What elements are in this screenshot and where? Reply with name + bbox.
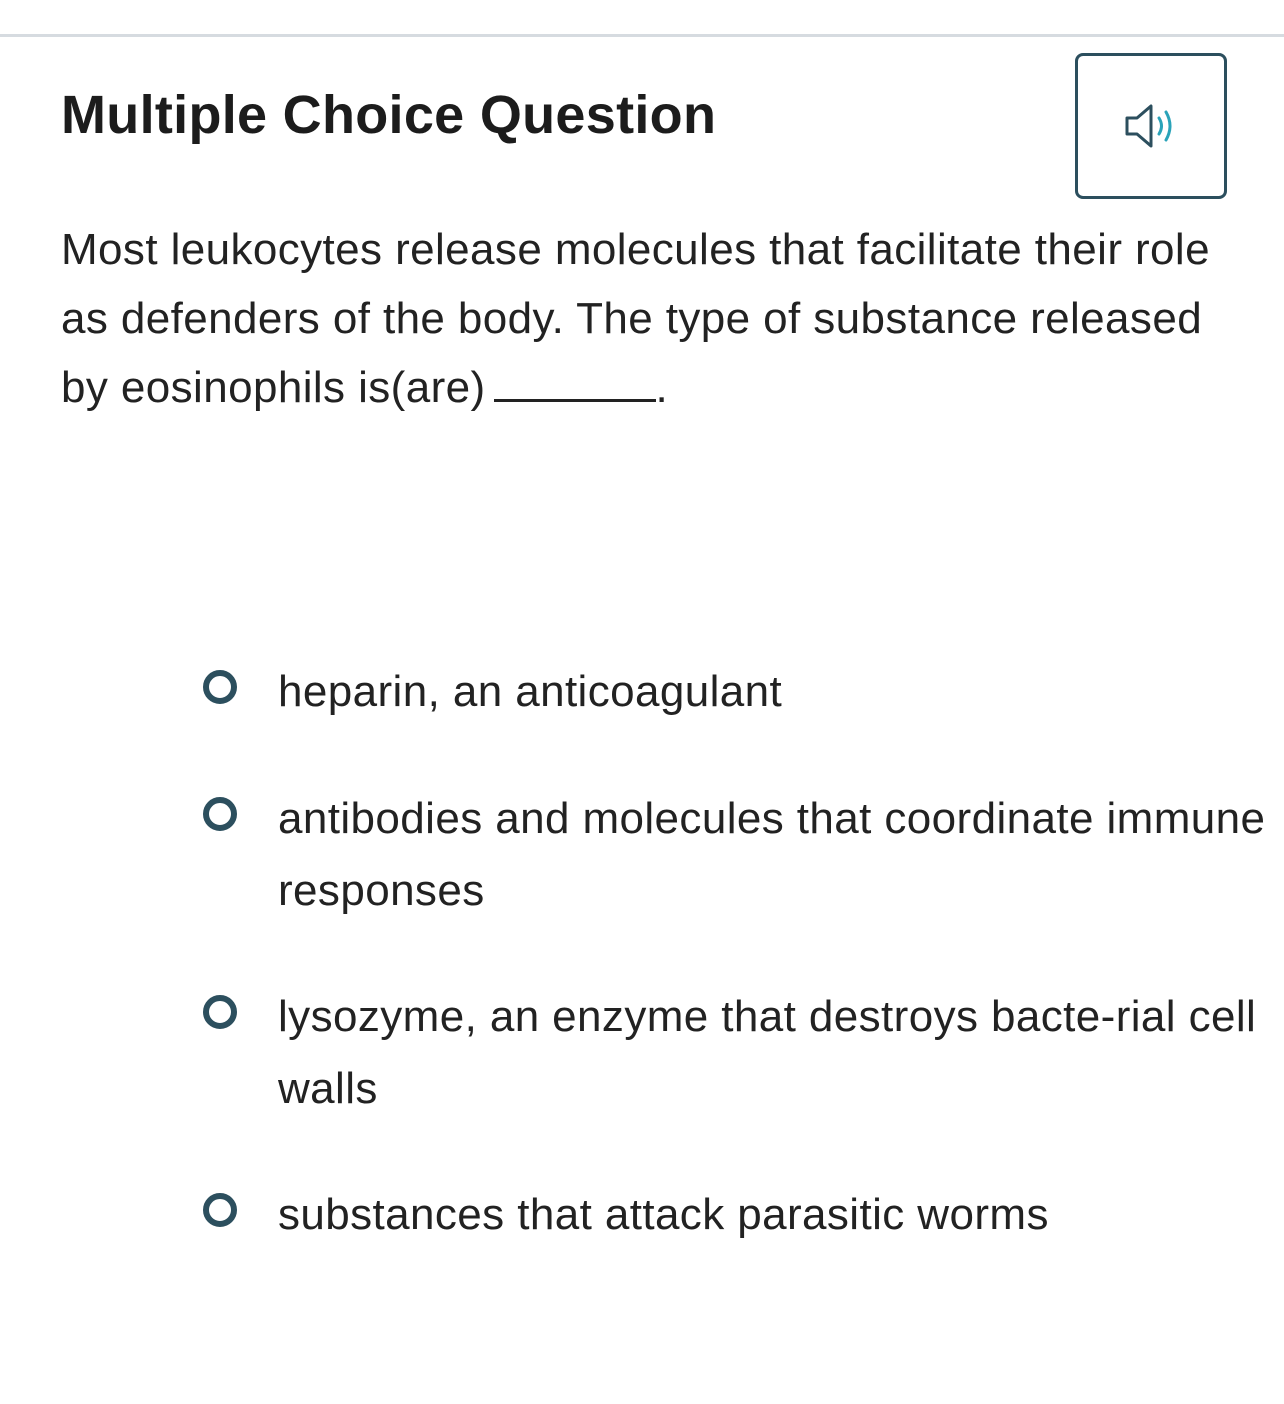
answer-option-label: antibodies and molecules that coordinate immune responses xyxy=(278,794,1266,915)
answer-option-1[interactable] xyxy=(200,656,1278,728)
radio-button[interactable] xyxy=(203,1193,237,1227)
radio-button[interactable] xyxy=(203,995,237,1029)
page-title: Multiple Choice Question xyxy=(61,85,717,145)
top-divider xyxy=(0,34,1284,37)
answer-option-label: substances that attack parasitic worms xyxy=(278,1190,1049,1239)
answer-option-label: heparin, an anticoagulant xyxy=(278,667,783,716)
answer-blank xyxy=(494,363,656,402)
answer-option-3[interactable] xyxy=(200,981,1278,1125)
radio-button[interactable] xyxy=(203,797,237,831)
radio-button[interactable] xyxy=(203,670,237,704)
question-end-punctuation: . xyxy=(655,363,669,412)
answer-option-4[interactable] xyxy=(200,1179,1278,1251)
question-prompt xyxy=(61,215,1221,422)
answer-option-2[interactable] xyxy=(200,783,1278,927)
read-aloud-button[interactable] xyxy=(1075,53,1227,199)
speaker-icon xyxy=(1123,102,1179,150)
answer-option-label: lysozyme, an enzyme that destroys bacte-rial cell walls xyxy=(278,992,1257,1113)
question-text: Most leukocytes release molecules that facilitate their role as defenders of the body. The type of substance released by eosinophils is(are) xyxy=(61,225,1210,412)
